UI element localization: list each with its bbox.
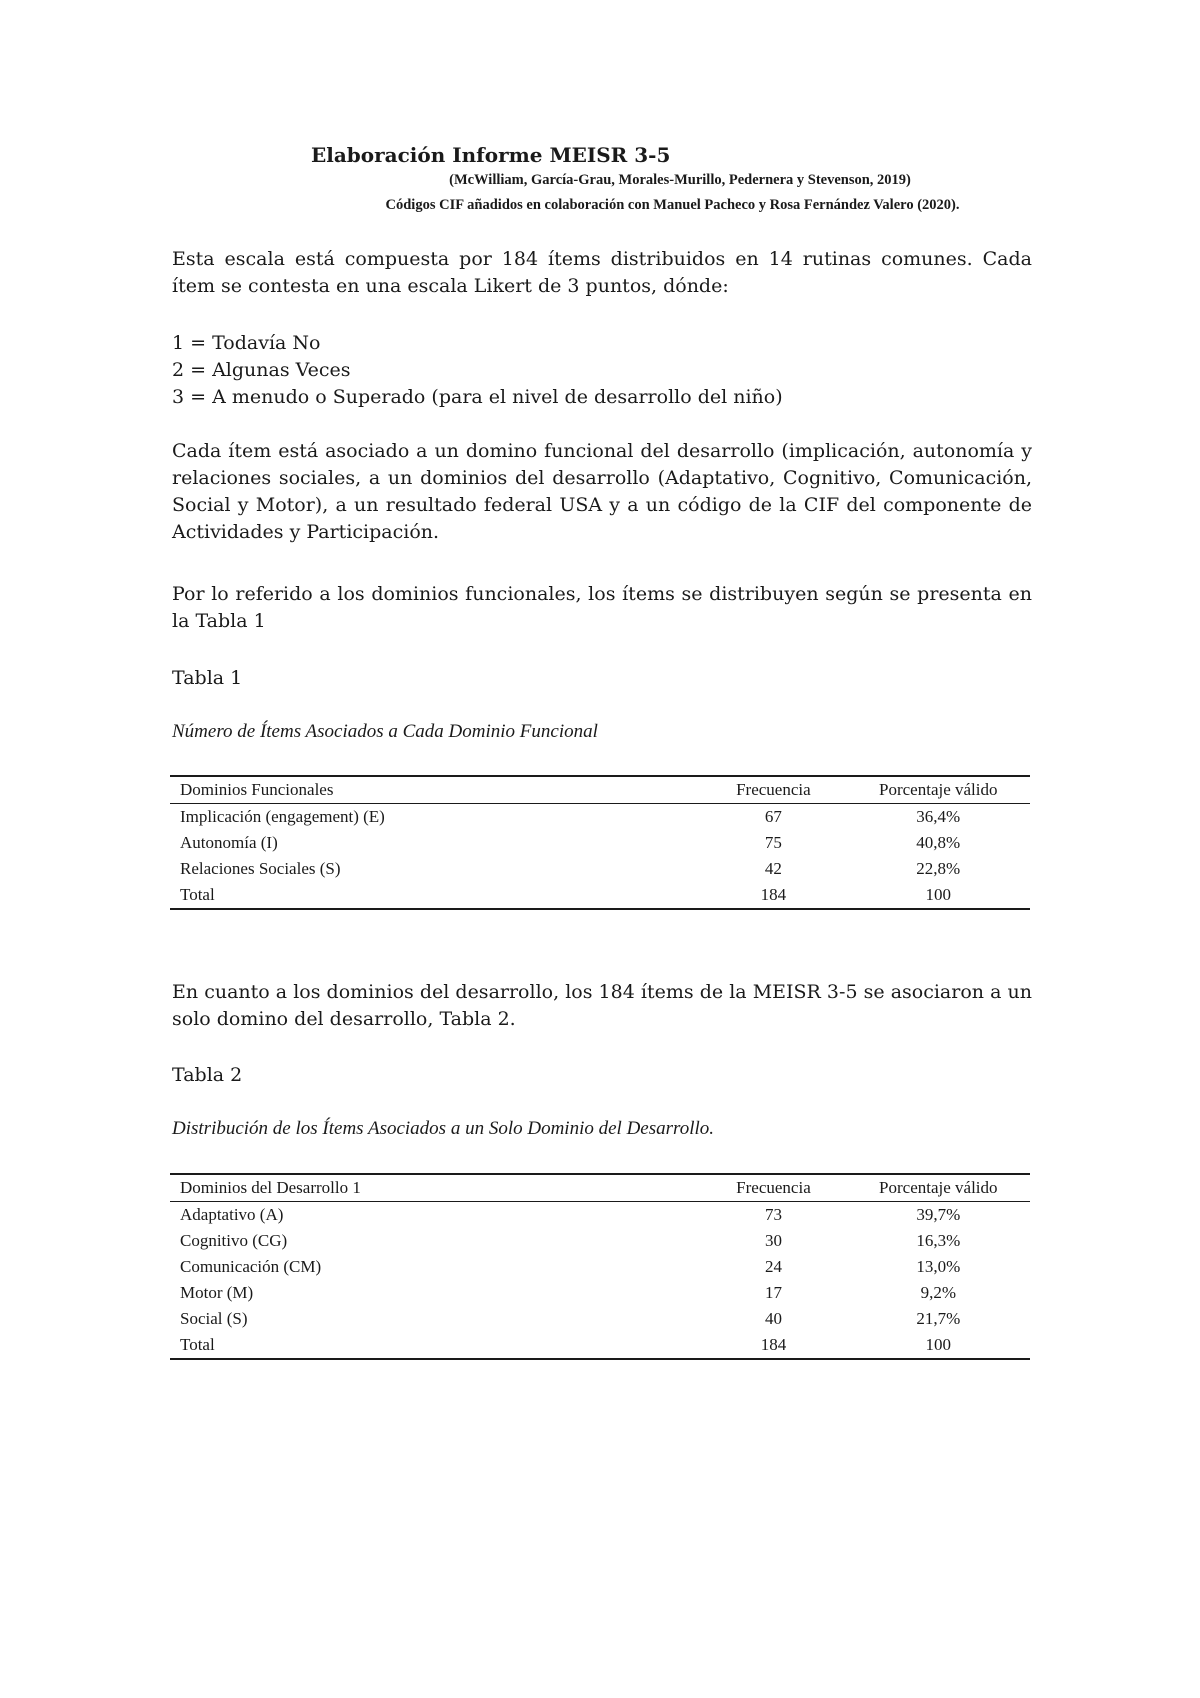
table-cell: Total [180, 1335, 215, 1354]
table-cell: 39,7% [916, 1205, 961, 1224]
table-cell: 30 [764, 1231, 782, 1250]
table-cell: Motor (M) [180, 1283, 254, 1302]
table-cell: Autonomía (I) [180, 833, 278, 852]
column-header: Frecuencia [736, 1178, 811, 1197]
table1-label: Tabla 1 [172, 667, 243, 689]
scale-item: 1 = Todavía No [172, 332, 321, 354]
table-header-row [170, 776, 1030, 804]
table-cell: Social (S) [180, 1309, 248, 1328]
table-cell: 73 [764, 1205, 782, 1224]
table-cell: 9,2% [920, 1283, 956, 1302]
scale-item: 2 = Algunas Veces [172, 359, 351, 381]
table-cell: Comunicación (CM) [180, 1257, 322, 1276]
table-cell: 22,8% [916, 859, 961, 878]
table-row-total [170, 882, 1030, 909]
table2-label: Tabla 2 [172, 1064, 243, 1086]
table-cell: 184 [760, 885, 787, 904]
table-row-total [170, 1332, 1030, 1359]
table-cell: Adaptativo (A) [180, 1205, 284, 1224]
table-row [170, 1306, 1030, 1332]
column-header: Porcentaje válido [879, 1178, 998, 1197]
table-cell: 16,3% [916, 1231, 961, 1250]
table-cell: Total [180, 885, 215, 904]
table-cell: Cognitivo (CG) [180, 1231, 288, 1250]
table-cell: 21,7% [916, 1309, 961, 1328]
table-row [170, 1280, 1030, 1306]
functional-domains-table [170, 775, 1030, 910]
developmental-domains-table [170, 1173, 1030, 1360]
table-cell: 24 [764, 1257, 782, 1276]
table-row [170, 804, 1030, 831]
column-header: Dominios del Desarrollo 1 [180, 1178, 361, 1197]
table-cell: 100 [925, 1335, 952, 1354]
intro-paragraph: Esta escala está compuesta por 184 ítems distribuidos en 14 rutinas comunes. Cada ítem se contesta en una escala Likert de 3 puntos, dónde: [172, 248, 1032, 297]
table-cell: 184 [760, 1335, 787, 1354]
table-cell: Relaciones Sociales (S) [180, 859, 341, 878]
table-cell: 100 [925, 885, 952, 904]
table-row [170, 830, 1030, 856]
table1-caption: Número de Ítems Asociados a Cada Dominio Funcional [172, 721, 598, 742]
column-header: Porcentaje válido [879, 780, 998, 799]
table-row [170, 1228, 1030, 1254]
table-cell: 13,0% [916, 1257, 961, 1276]
table-cell: 40,8% [916, 833, 961, 852]
table-cell: 40 [764, 1309, 782, 1328]
table-cell: 67 [764, 807, 782, 826]
table-cell: 42 [764, 859, 782, 878]
table-row [170, 1202, 1030, 1229]
table-cell: Implicación (engagement) (E) [180, 807, 385, 826]
cif-collaboration-note: Códigos CIF añadidos en colaboración con Manuel Pacheco y Rosa Fernández Valero (2020). [385, 197, 960, 213]
table-cell: 36,4% [916, 807, 961, 826]
table2-caption: Distribución de los Ítems Asociados a un Solo Dominio del Desarrollo. [172, 1118, 715, 1139]
column-header: Frecuencia [736, 780, 811, 799]
developmental-domains-paragraph: En cuanto a los dominios del desarrollo, los 184 ítems de la MEISR 3-5 se asociaron a un solo domino del desarrollo, Tabla 2. [172, 981, 1032, 1030]
authors-citation: (McWilliam, García-Grau, Morales-Murillo, Pedernera y Stevenson, 2019) [449, 172, 911, 188]
column-header: Dominios Funcionales [180, 780, 334, 799]
domains-paragraph: Cada ítem está asociado a un domino funcional del desarrollo (implicación, autonomía y relaciones sociales, a un dominios del desarrollo (Adaptativo, Cognitivo, Comunicación, Social y Motor), a un resultado federal USA y a un código de la CIF del componente de Actividades y Participación. [172, 440, 1032, 543]
table-cell: 17 [764, 1283, 782, 1302]
table-row [170, 1254, 1030, 1280]
table-row [170, 856, 1030, 882]
table-cell: 75 [764, 833, 782, 852]
functional-domains-paragraph: Por lo referido a los dominios funcionales, los ítems se distribuyen según se presenta en la Tabla 1 [172, 583, 1032, 632]
table-header-row [170, 1174, 1030, 1202]
scale-item: 3 = A menudo o Superado (para el nivel de desarrollo del niño) [172, 386, 783, 408]
document-title: Elaboración Informe MEISR 3-5 [311, 143, 671, 167]
